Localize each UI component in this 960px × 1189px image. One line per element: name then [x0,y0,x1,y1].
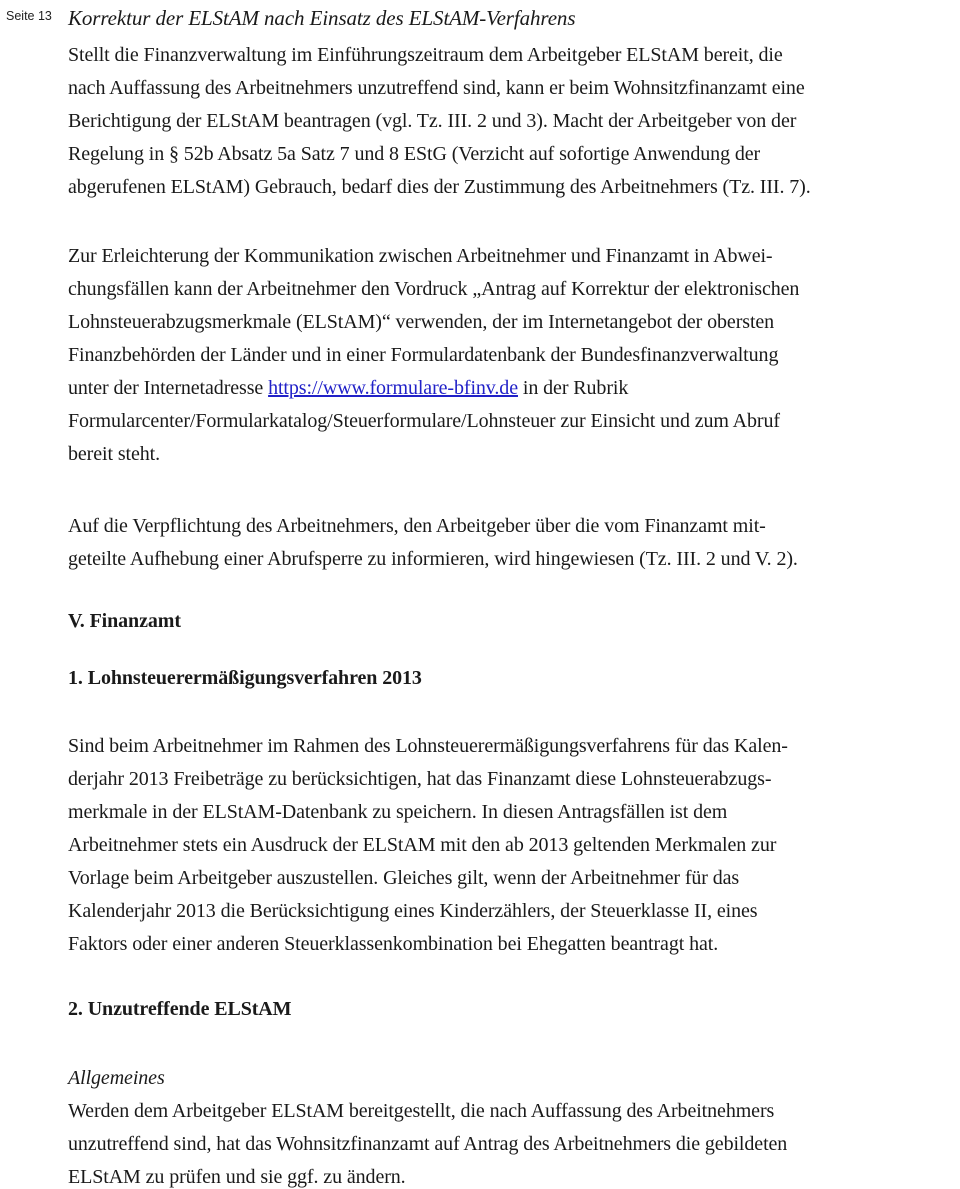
text-span: 2. Unzutreffende ELStAM [68,998,292,1020]
text-span: in der Rubrik [517,377,629,399]
italic-text: Allgemeines [68,1067,165,1089]
text-line [68,171,956,204]
text-span: Faktors oder einer anderen Steuerklassenkombination bei Ehegatten beantragt hat. [68,933,719,955]
text-line [68,72,956,105]
text-span: Sind beim Arbeitnehmer im Rahmen des Lohnsteuerermäßigungsverfahrens für das Kalen- [68,735,788,757]
paragraph-berichtigung [68,39,956,204]
text-line [68,372,956,405]
text-span: unzutreffend sind, hat das Wohnsitzfinanzamt auf Antrag des Arbeitnehmers die gebildeten [68,1133,788,1155]
text-line [68,339,956,372]
text-span: abgerufenen ELStAM) Gebrauch, bedarf dies der Zustimmung des Arbeitnehmers (Tz. III. 7). [68,176,811,198]
text-line [68,730,956,763]
text-span: 1. Lohnsteuerermäßigungsverfahren 2013 [68,667,422,689]
italic-text: Korrektur der ELStAM nach Einsatz des ELStAM-Verfahrens [68,6,576,30]
text-span: nach Auffassung des Arbeitnehmers unzutreffend sind, kann er beim Wohnsitzfinanzamt eine [68,77,805,99]
text-span: Lohnsteuerabzugsmerkmale (ELStAM)“ verwenden, der im Internetangebot der obersten [68,311,775,333]
paragraph-freibetraege [68,730,956,961]
text-line [68,39,956,72]
text-span: Zur Erleichterung der Kommunikation zwischen Arbeitnehmer und Finanzamt in Abwei- [68,245,773,267]
text-line [68,1128,956,1161]
text-span: Stellt die Finanzverwaltung im Einführungszeitraum dem Arbeitgeber ELStAM bereit, die [68,44,783,66]
heading-ermaessigungsverfahren [68,662,956,695]
text-line [68,605,956,638]
text-span: Kalenderjahr 2013 die Berücksichtigung eines Kinderzählers, der Steuerklasse II, eines [68,900,758,922]
text-line [68,273,956,306]
paragraph-allgemeines [68,1062,956,1189]
text-span: Vorlage beim Arbeitgeber auszustellen. Gleiches gilt, wenn der Arbeitnehmer für das [68,867,740,889]
paragraph-verpflichtung [68,510,956,576]
text-span: Auf die Verpflichtung des Arbeitnehmers, den Arbeitgeber über die vom Finanzamt mit- [68,515,766,537]
document-content [68,0,956,1189]
text-span: Finanzbehörden der Länder und in einer Formulardatenbank der Bundesfinanzverwaltung [68,344,779,366]
heading-unzutreffende-elstam [68,993,956,1026]
text-span: chungsfällen kann der Arbeitnehmer den Vordruck „Antrag auf Korrektur der elektronischen [68,278,800,300]
text-span: Formularcenter/Formularkatalog/Steuerformulare/Lohnsteuer zur Einsicht und zum Abruf [68,410,780,432]
text-line [68,105,956,138]
text-line [68,763,956,796]
text-line [68,993,956,1026]
text-span: unter der Internetadresse [68,377,269,399]
text-span: Arbeitnehmer stets ein Ausdruck der ELStAM mit den ab 2013 geltenden Merkmalen zur [68,834,777,856]
text-span: derjahr 2013 Freibeträge zu berücksichtigen, hat das Finanzamt diese Lohnsteuerabzugs- [68,768,772,790]
text-line [68,2,956,35]
text-line [68,796,956,829]
text-span: Werden dem Arbeitgeber ELStAM bereitgestellt, die nach Auffassung des Arbeitnehmers [68,1100,775,1122]
paragraph-vordruck [68,240,956,471]
page-number-label: Seite 13 [6,9,52,23]
text-line [68,1161,956,1189]
text-line [68,240,956,273]
text-span: Regelung in § 52b Absatz 5a Satz 7 und 8 EStG (Verzicht auf sofortige Anwendung der [68,143,761,165]
text-line [68,405,956,438]
text-span: bereit steht. [68,443,161,465]
text-line [68,543,956,576]
text-line [68,138,956,171]
text-line [68,306,956,339]
text-line [68,862,956,895]
text-line [68,510,956,543]
text-line [68,928,956,961]
heading-finanzamt [68,605,956,638]
text-line [68,662,956,695]
formulare-bfinv-link[interactable]: https://www.formulare-bfinv.de [268,377,518,399]
text-span: ELStAM zu prüfen und sie ggf. zu ändern. [68,1166,406,1188]
text-span: Berichtigung der ELStAM beantragen (vgl. Tz. III. 2 und 3). Macht der Arbeitgeber von der [68,110,797,132]
text-line [68,438,956,471]
text-line [68,1095,956,1128]
section-title [68,2,956,35]
text-line [68,895,956,928]
text-span: merkmale in der ELStAM-Datenbank zu speichern. In diesen Antragsfällen ist dem [68,801,728,823]
text-line [68,1062,956,1095]
text-line [68,829,956,862]
text-span: V. Finanzamt [68,610,181,632]
text-span: geteilte Aufhebung einer Abrufsperre zu informieren, wird hingewiesen (Tz. III. 2 und V. 2). [68,548,798,570]
